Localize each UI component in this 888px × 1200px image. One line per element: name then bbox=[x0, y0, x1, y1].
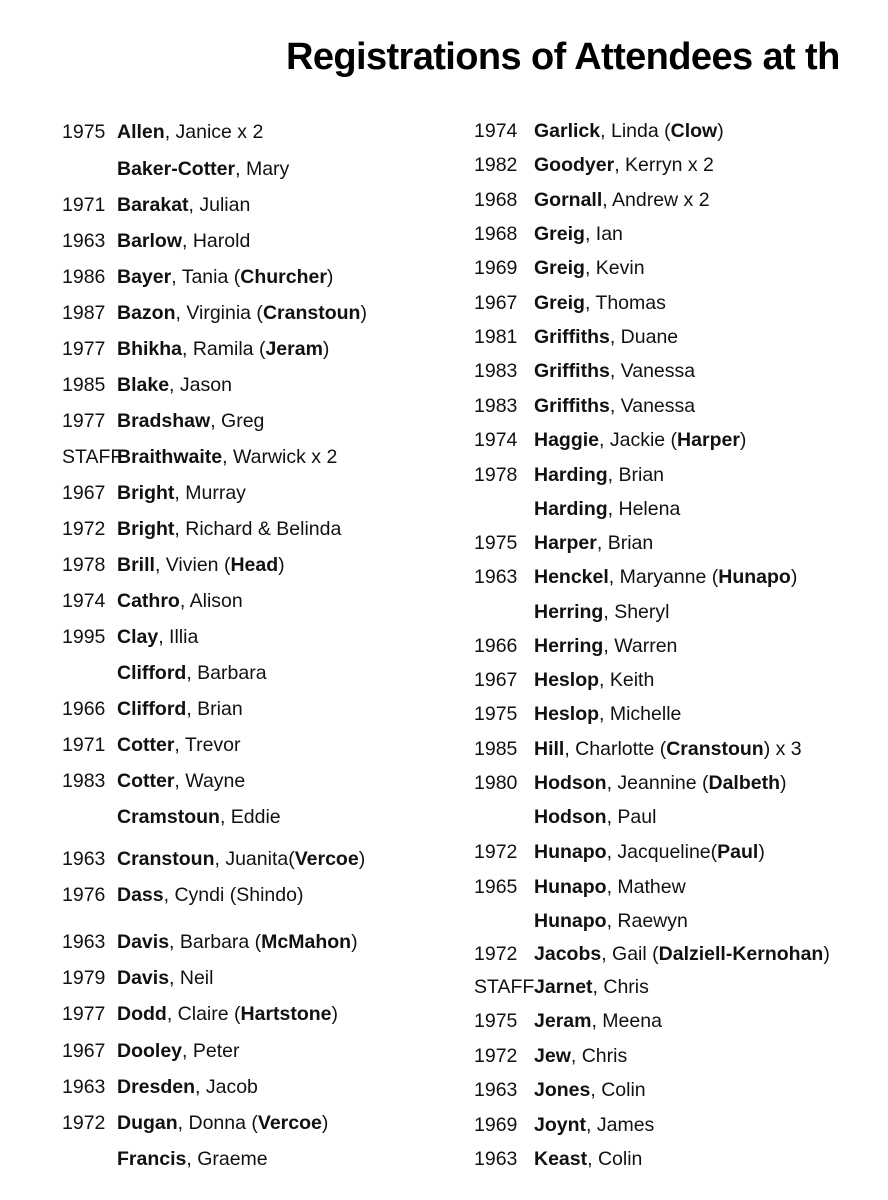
attendee-name bbox=[534, 565, 797, 589]
attendee-name bbox=[117, 769, 245, 793]
registration-year: 1983 bbox=[474, 360, 518, 382]
surname-text: Cotter bbox=[117, 734, 175, 756]
name-text: , Sheryl bbox=[603, 601, 670, 623]
registration-year: 1972 bbox=[62, 518, 106, 540]
attendee-name bbox=[117, 120, 263, 144]
attendee-name bbox=[534, 188, 710, 212]
name-text: ) bbox=[351, 931, 358, 953]
surname-text: Dodd bbox=[117, 1003, 167, 1025]
attendee-name bbox=[117, 265, 333, 289]
surname-text: Jeram bbox=[534, 1010, 592, 1032]
registration-year: 1978 bbox=[474, 464, 518, 486]
surname-text: Greig bbox=[534, 257, 585, 279]
registration-year: 1963 bbox=[62, 1076, 106, 1098]
surname-text: Dresden bbox=[117, 1076, 196, 1098]
surname-text: Francis bbox=[117, 1148, 187, 1170]
name-text: , Kerryn x 2 bbox=[614, 154, 714, 176]
registration-year: STAFF bbox=[474, 976, 535, 998]
attendee-name bbox=[117, 1002, 338, 1026]
name-text: ) bbox=[322, 338, 330, 360]
surname-text: Bradshaw bbox=[117, 410, 211, 432]
name-text: ) bbox=[331, 1003, 339, 1025]
registration-year: 1983 bbox=[474, 395, 518, 417]
registration-year: 1977 bbox=[62, 338, 106, 360]
attendee-name bbox=[534, 153, 714, 177]
attendee-name bbox=[534, 668, 654, 692]
surname-text: Paul bbox=[717, 841, 759, 863]
registration-year: 1963 bbox=[474, 1148, 518, 1170]
name-text: , Jeannine ( bbox=[606, 772, 709, 794]
surname-text: Braithwaite bbox=[117, 446, 223, 468]
attendee-name bbox=[534, 840, 765, 864]
name-text: , Jacob bbox=[195, 1076, 258, 1098]
surname-text: Clifford bbox=[117, 662, 187, 684]
surname-text: Hartstone bbox=[240, 1003, 332, 1025]
name-text: , Virginia ( bbox=[175, 302, 263, 324]
surname-text: Hunapo bbox=[718, 566, 791, 588]
attendee-name bbox=[534, 1147, 642, 1171]
attendee-name bbox=[117, 517, 341, 541]
name-text: , Colin bbox=[590, 1079, 646, 1101]
surname-text: Clifford bbox=[117, 698, 187, 720]
surname-text: Cranstoun bbox=[117, 848, 215, 870]
surname-text: Barlow bbox=[117, 230, 183, 252]
attendee-name bbox=[534, 359, 695, 383]
surname-text: Hodson bbox=[534, 806, 607, 828]
surname-text: Brill bbox=[117, 554, 155, 576]
attendee-name bbox=[534, 119, 724, 143]
attendee-name bbox=[117, 553, 285, 577]
name-text: , Thomas bbox=[584, 292, 666, 314]
registration-year: 1976 bbox=[62, 884, 106, 906]
attendee-name bbox=[534, 737, 802, 761]
registration-year: 1968 bbox=[474, 189, 518, 211]
name-text: , Murray bbox=[174, 482, 246, 504]
attendee-name bbox=[117, 1039, 239, 1063]
surname-text: Cramstoun bbox=[117, 806, 220, 828]
registration-year: 1967 bbox=[62, 482, 106, 504]
name-text: , Claire ( bbox=[166, 1003, 241, 1025]
name-text: , Jason bbox=[169, 374, 232, 396]
name-text: , Trevor bbox=[174, 734, 241, 756]
name-text: ) bbox=[360, 302, 367, 324]
surname-text: Bazon bbox=[117, 302, 176, 324]
name-text: , Tania ( bbox=[171, 266, 241, 288]
registration-year: 1995 bbox=[62, 626, 106, 648]
registration-year: 1963 bbox=[474, 1079, 518, 1101]
attendee-name bbox=[117, 661, 267, 685]
attendee-name bbox=[117, 625, 198, 649]
attendee-name bbox=[117, 229, 250, 253]
attendee-name bbox=[117, 1111, 328, 1135]
attendee-name bbox=[534, 702, 681, 726]
attendee-name bbox=[117, 157, 289, 181]
name-text: , Andrew x 2 bbox=[602, 189, 710, 211]
name-text: , Alison bbox=[179, 590, 243, 612]
surname-text: Joynt bbox=[534, 1114, 587, 1136]
registration-year: 1975 bbox=[474, 532, 518, 554]
name-text: , Vanessa bbox=[609, 360, 696, 382]
surname-text: Greig bbox=[534, 223, 585, 245]
name-text: , Jacqueline( bbox=[606, 841, 718, 863]
name-text: , Colin bbox=[587, 1148, 643, 1170]
registration-year: 1985 bbox=[62, 374, 106, 396]
registration-year: 1975 bbox=[474, 703, 518, 725]
name-text: , James bbox=[586, 1114, 655, 1136]
registration-year: 1974 bbox=[474, 120, 518, 142]
name-text: , Donna ( bbox=[177, 1112, 258, 1134]
attendee-name bbox=[534, 634, 677, 658]
surname-text: Griffiths bbox=[534, 395, 610, 417]
name-text: , Harold bbox=[182, 230, 251, 252]
attendee-name bbox=[117, 966, 213, 990]
name-text: , Helena bbox=[607, 498, 681, 520]
attendee-name bbox=[117, 445, 337, 469]
attendee-name bbox=[534, 771, 787, 795]
attendee-name bbox=[534, 291, 666, 315]
attendee-name bbox=[534, 463, 664, 487]
registration-year: 1968 bbox=[474, 223, 518, 245]
surname-text: Harding bbox=[534, 498, 608, 520]
attendee-name bbox=[117, 1147, 268, 1171]
name-text: , Kevin bbox=[584, 257, 645, 279]
name-text: , Barbara ( bbox=[169, 931, 262, 953]
registration-year: 1975 bbox=[62, 121, 106, 143]
page-title: Registrations of Attendees at th bbox=[286, 36, 840, 78]
surname-text: Dooley bbox=[117, 1040, 183, 1062]
registration-year: 1969 bbox=[474, 257, 518, 279]
name-text: , Ramila ( bbox=[182, 338, 266, 360]
name-text: , Warren bbox=[603, 635, 678, 657]
registration-year: 1972 bbox=[474, 841, 518, 863]
registration-year: 1966 bbox=[474, 635, 518, 657]
surname-text: Vercoe bbox=[294, 848, 359, 870]
registration-year: 1972 bbox=[62, 1112, 106, 1134]
surname-text: Barakat bbox=[117, 194, 189, 216]
attendee-name bbox=[117, 193, 250, 217]
attendee-name bbox=[534, 394, 695, 418]
attendee-name bbox=[534, 1078, 646, 1102]
name-text: , Keith bbox=[599, 669, 655, 691]
attendee-name bbox=[534, 428, 746, 452]
attendee-name bbox=[117, 1075, 258, 1099]
attendee-name bbox=[117, 697, 243, 721]
name-text: , Richard & Belinda bbox=[174, 518, 342, 540]
name-text: , Charlotte ( bbox=[564, 738, 667, 760]
attendee-name bbox=[534, 531, 653, 555]
name-text: , Mathew bbox=[606, 876, 686, 898]
name-text: , Meena bbox=[591, 1010, 662, 1032]
name-text: , Chris bbox=[592, 976, 649, 998]
surname-text: Clay bbox=[117, 626, 159, 648]
surname-text: Hill bbox=[534, 738, 565, 760]
registration-year: 1983 bbox=[62, 770, 106, 792]
attendee-name bbox=[117, 409, 264, 433]
surname-text: Heslop bbox=[534, 703, 600, 725]
name-text: , Greg bbox=[210, 410, 265, 432]
name-text: ) bbox=[758, 841, 765, 863]
name-text: ) bbox=[790, 566, 798, 588]
name-text: , Paul bbox=[606, 806, 657, 828]
registration-year: 1978 bbox=[62, 554, 106, 576]
attendee-name bbox=[534, 1113, 654, 1137]
registration-year: 1963 bbox=[474, 566, 518, 588]
attendee-name bbox=[534, 909, 688, 933]
surname-text: Hunapo bbox=[534, 876, 607, 898]
surname-text: Hunapo bbox=[534, 841, 607, 863]
name-text: ) bbox=[780, 772, 787, 794]
surname-text: Vercoe bbox=[257, 1112, 322, 1134]
registration-year: 1979 bbox=[62, 967, 106, 989]
registration-year: 1963 bbox=[62, 848, 106, 870]
name-text: , Peter bbox=[182, 1040, 240, 1062]
registration-year: 1975 bbox=[474, 1010, 518, 1032]
name-text: ) bbox=[321, 1112, 329, 1134]
surname-text: Griffiths bbox=[534, 360, 610, 382]
registration-year: 1972 bbox=[474, 943, 518, 965]
name-text: , Maryanne ( bbox=[608, 566, 719, 588]
attendee-name bbox=[117, 337, 329, 361]
name-text: , Brian bbox=[186, 698, 243, 720]
name-text: , Eddie bbox=[219, 806, 281, 828]
attendee-name bbox=[534, 805, 656, 829]
surname-text: Jacobs bbox=[534, 943, 602, 965]
surname-text: Bayer bbox=[117, 266, 172, 288]
surname-text: Jarnet bbox=[534, 976, 593, 998]
attendee-name bbox=[534, 942, 830, 966]
name-text: ) bbox=[278, 554, 285, 576]
name-text: , Jackie ( bbox=[599, 429, 678, 451]
registration-year: 1966 bbox=[62, 698, 106, 720]
attendee-name bbox=[534, 222, 623, 246]
surname-text: Dalziell-Kernohan bbox=[658, 943, 824, 965]
name-text: , Michelle bbox=[599, 703, 682, 725]
attendee-name bbox=[534, 1044, 627, 1068]
attendee-name bbox=[534, 975, 649, 999]
surname-text: Head bbox=[230, 554, 279, 576]
registration-year: 1965 bbox=[474, 876, 518, 898]
surname-text: Davis bbox=[117, 931, 170, 953]
name-text: , Chris bbox=[570, 1045, 628, 1067]
registration-year: 1967 bbox=[474, 292, 518, 314]
name-text: , Gail ( bbox=[601, 943, 659, 965]
surname-text: Cathro bbox=[117, 590, 180, 612]
attendee-name bbox=[117, 847, 365, 871]
name-text: , Wayne bbox=[174, 770, 246, 792]
name-text: , Julian bbox=[188, 194, 251, 216]
attendee-name bbox=[534, 875, 686, 899]
surname-text: Jeram bbox=[265, 338, 323, 360]
registration-year: 1974 bbox=[474, 429, 518, 451]
name-text: ) bbox=[358, 848, 366, 870]
name-text: , Janice x 2 bbox=[164, 121, 264, 143]
registration-year: 1969 bbox=[474, 1114, 518, 1136]
surname-text: Davis bbox=[117, 967, 170, 989]
name-text: , Cyndi (Shindo) bbox=[163, 884, 304, 906]
name-text: , Duane bbox=[609, 326, 679, 348]
name-text: ) bbox=[717, 120, 724, 142]
attendee-name bbox=[117, 733, 241, 757]
surname-text: Dalbeth bbox=[708, 772, 780, 794]
attendee-name bbox=[534, 256, 645, 280]
name-text: , Barbara bbox=[186, 662, 267, 684]
registration-year: 1982 bbox=[474, 154, 518, 176]
surname-text: Hodson bbox=[534, 772, 607, 794]
surname-text: Keast bbox=[534, 1148, 588, 1170]
name-text: , Brian bbox=[596, 532, 654, 554]
name-text: ) bbox=[326, 266, 334, 288]
surname-text: Bhikha bbox=[117, 338, 183, 360]
registration-year: 1974 bbox=[62, 590, 106, 612]
attendee-name bbox=[117, 883, 303, 907]
registration-year: 1985 bbox=[474, 738, 518, 760]
attendee-name bbox=[117, 373, 232, 397]
attendee-name bbox=[117, 805, 281, 829]
surname-text: Bright bbox=[117, 518, 175, 540]
attendee-name bbox=[117, 481, 246, 505]
surname-text: Harper bbox=[534, 532, 597, 554]
name-text: , Graeme bbox=[186, 1148, 268, 1170]
surname-text: Harding bbox=[534, 464, 608, 486]
surname-text: Cranstoun bbox=[262, 302, 361, 324]
surname-text: Jones bbox=[534, 1079, 591, 1101]
attendee-name bbox=[117, 589, 243, 613]
registration-year: 1972 bbox=[474, 1045, 518, 1067]
registration-year: 1967 bbox=[62, 1040, 106, 1062]
surname-text: Blake bbox=[117, 374, 170, 396]
registration-year: 1986 bbox=[62, 266, 106, 288]
surname-text: Goodyer bbox=[534, 154, 615, 176]
name-text: , Linda ( bbox=[600, 120, 671, 142]
surname-text: Allen bbox=[117, 121, 165, 143]
registration-year: 1977 bbox=[62, 410, 106, 432]
surname-text: McMahon bbox=[261, 931, 352, 953]
registration-year: 1971 bbox=[62, 734, 106, 756]
name-text: , Brian bbox=[607, 464, 665, 486]
attendee-name bbox=[117, 930, 358, 954]
name-text: ) bbox=[823, 943, 830, 965]
surname-text: Bright bbox=[117, 482, 175, 504]
registration-year: STAFF bbox=[62, 446, 123, 468]
surname-text: Heslop bbox=[534, 669, 600, 691]
surname-text: Haggie bbox=[534, 429, 600, 451]
registration-year: 1987 bbox=[62, 302, 106, 324]
name-text: ) x 3 bbox=[763, 738, 802, 760]
name-text: , Illia bbox=[158, 626, 199, 648]
registration-year: 1977 bbox=[62, 1003, 106, 1025]
surname-text: Cotter bbox=[117, 770, 175, 792]
surname-text: Harper bbox=[677, 429, 740, 451]
registration-year: 1963 bbox=[62, 931, 106, 953]
name-text: , Mary bbox=[235, 158, 290, 180]
name-text: , Warwick x 2 bbox=[222, 446, 338, 468]
surname-text: Griffiths bbox=[534, 326, 610, 348]
registration-year: 1980 bbox=[474, 772, 518, 794]
attendee-name bbox=[117, 301, 367, 325]
surname-text: Henckel bbox=[534, 566, 609, 588]
name-text: , Juanita( bbox=[214, 848, 295, 870]
registration-year: 1963 bbox=[62, 230, 106, 252]
name-text: , Ian bbox=[584, 223, 623, 245]
surname-text: Cranstoun bbox=[666, 738, 764, 760]
surname-text: Dugan bbox=[117, 1112, 178, 1134]
surname-text: Garlick bbox=[534, 120, 601, 142]
surname-text: Jew bbox=[534, 1045, 571, 1067]
name-text: , Vivien ( bbox=[154, 554, 231, 576]
attendee-name bbox=[534, 497, 680, 521]
registration-year: 1981 bbox=[474, 326, 518, 348]
registration-year: 1967 bbox=[474, 669, 518, 691]
surname-text: Gornall bbox=[534, 189, 603, 211]
name-text: , Raewyn bbox=[606, 910, 688, 932]
surname-text: Hunapo bbox=[534, 910, 607, 932]
surname-text: Baker-Cotter bbox=[117, 158, 236, 180]
surname-text: Churcher bbox=[240, 266, 327, 288]
name-text: , Vanessa bbox=[609, 395, 696, 417]
name-text: ) bbox=[739, 429, 747, 451]
attendee-name bbox=[534, 600, 669, 624]
surname-text: Dass bbox=[117, 884, 164, 906]
surname-text: Herring bbox=[534, 601, 604, 623]
surname-text: Clow bbox=[670, 120, 718, 142]
name-text: , Neil bbox=[169, 967, 214, 989]
attendee-name bbox=[534, 325, 678, 349]
registration-year: 1971 bbox=[62, 194, 106, 216]
surname-text: Herring bbox=[534, 635, 604, 657]
surname-text: Greig bbox=[534, 292, 585, 314]
attendee-name bbox=[534, 1009, 662, 1033]
